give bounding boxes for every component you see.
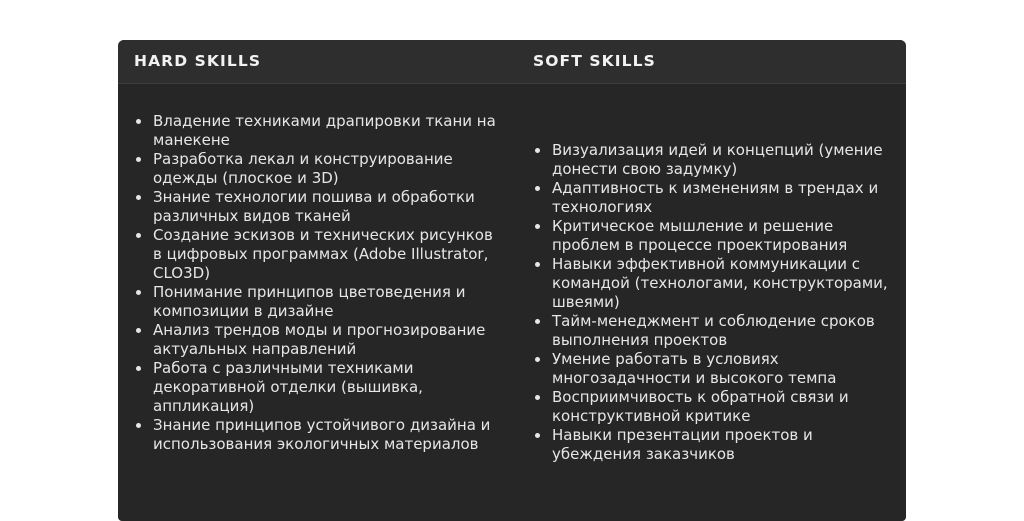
list-item-text: Работа с различными техниками декоративной отделки (вышивка, аппликация) bbox=[153, 359, 423, 415]
bullet-icon bbox=[136, 233, 141, 238]
list-item-text: Визуализация идей и концепций (умение донести свою задумку) bbox=[552, 141, 883, 178]
list-item-text: Умение работать в условиях многозадачности и высокого темпа bbox=[552, 350, 837, 387]
bullet-icon bbox=[535, 262, 540, 267]
list-item bbox=[134, 283, 506, 321]
list-item-text: Навыки презентации проектов и убеждения заказчиков bbox=[552, 426, 813, 463]
list-item-text: Знание принципов устойчивого дизайна и использования экологичных материалов bbox=[153, 416, 491, 453]
bullet-icon bbox=[136, 157, 141, 162]
list-item bbox=[134, 112, 506, 150]
list-item bbox=[134, 150, 506, 188]
list-item-text: Восприимчивость к обратной связи и конструктивной критике bbox=[552, 388, 849, 425]
list-item-text: Владение техниками драпировки ткани на манекене bbox=[153, 112, 496, 149]
list-item-text: Навыки эффективной коммуникации с командой (технологами, конструкторами, швеями) bbox=[552, 255, 888, 311]
bullet-icon bbox=[136, 423, 141, 428]
list-item bbox=[533, 350, 888, 388]
list-item bbox=[533, 141, 888, 179]
list-item-text: Критическое мышление и решение проблем в процессе проектирования bbox=[552, 217, 848, 254]
bullet-icon bbox=[535, 148, 540, 153]
bullet-icon bbox=[535, 357, 540, 362]
list-item bbox=[134, 416, 506, 454]
bullet-icon bbox=[136, 195, 141, 200]
bullet-icon bbox=[535, 319, 540, 324]
list-item bbox=[134, 321, 506, 359]
list-item-text: Знание технологии пошива и обработки различных видов тканей bbox=[153, 188, 475, 225]
list-item bbox=[134, 359, 506, 416]
hard-skills-title: HARD SKILLS bbox=[134, 52, 262, 70]
bullet-icon bbox=[136, 290, 141, 295]
bullet-icon bbox=[136, 366, 141, 371]
table-header bbox=[118, 40, 906, 84]
list-item bbox=[533, 217, 888, 255]
list-item bbox=[533, 312, 888, 350]
list-item-text: Анализ трендов моды и прогнозирование актуальных направлений bbox=[153, 321, 486, 358]
list-item bbox=[533, 426, 888, 464]
bullet-icon bbox=[535, 395, 540, 400]
hard-skills-list bbox=[134, 112, 506, 454]
skills-table bbox=[118, 40, 906, 521]
list-item bbox=[134, 188, 506, 226]
bullet-icon bbox=[136, 328, 141, 333]
list-item bbox=[134, 226, 506, 283]
list-item-text: Понимание принципов цветоведения и композиции в дизайне bbox=[153, 283, 466, 320]
list-item-text: Разработка лекал и конструирование одежды (плоское и 3D) bbox=[153, 150, 453, 187]
list-item-text: Создание эскизов и технических рисунков в цифровых программах (Adobe Illustrator, CLO3D) bbox=[153, 226, 493, 282]
bullet-icon bbox=[535, 433, 540, 438]
bullet-icon bbox=[535, 186, 540, 191]
list-item bbox=[533, 255, 888, 312]
list-item bbox=[533, 388, 888, 426]
bullet-icon bbox=[535, 224, 540, 229]
soft-skills-title: SOFT SKILLS bbox=[533, 52, 656, 70]
list-item bbox=[533, 179, 888, 217]
bullet-icon bbox=[136, 119, 141, 124]
soft-skills-list bbox=[533, 141, 888, 464]
list-item-text: Тайм-менеджмент и соблюдение сроков выполнения проектов bbox=[552, 312, 875, 349]
list-item-text: Адаптивность к изменениям в трендах и технологиях bbox=[552, 179, 879, 216]
